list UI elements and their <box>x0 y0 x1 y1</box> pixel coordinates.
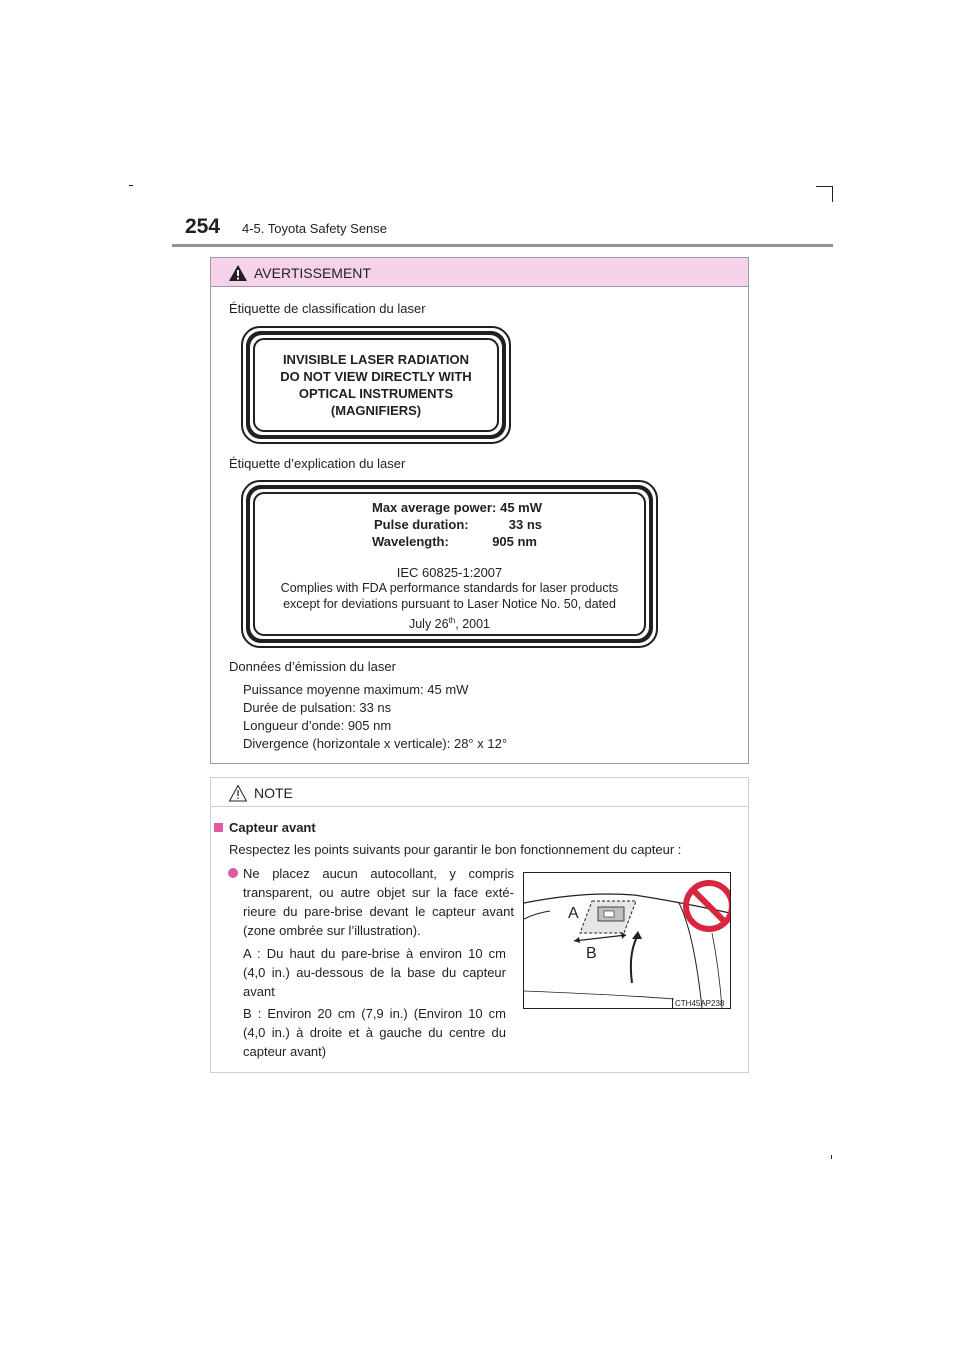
classification-line: DO NOT VIEW DIRECTLY WITH <box>280 369 472 384</box>
classification-line: INVISIBLE LASER RADIATION <box>282 352 470 367</box>
emission-item: Puissance moyenne maximum: 45 mW <box>243 682 469 697</box>
illus-code: CTH45AP238 <box>675 999 725 1008</box>
warning-header <box>211 258 748 287</box>
laser-classification-label <box>241 326 511 444</box>
illus-code-mark <box>672 998 673 1008</box>
compliance-date: July 26th, 2001 <box>408 616 491 632</box>
compliance-line: except for deviations pursuant to Laser Notice No. 50, dated <box>283 597 616 611</box>
note-item-a: A : Du haut du pare-brise à environ 10 cm (4,0 in.) au-dessous de la base du capteur avant <box>243 946 506 999</box>
note-header <box>211 778 748 807</box>
note-title: NOTE <box>254 785 293 801</box>
spec-name: Wavelength: <box>372 534 449 549</box>
spec-row <box>367 533 537 550</box>
section-title: 4-5. Toyota Safety Sense <box>242 221 388 236</box>
header-rule <box>172 244 833 247</box>
emission-item: Divergence (horizontale x verticale): 28° x 12° <box>243 736 508 751</box>
spec-name: Max average power: <box>372 500 497 515</box>
spec-row <box>372 516 542 533</box>
note-bullet: Ne placez aucun autocollant, y compris transparent, ou autre objet sur la face extérieure du pare-brise devant le capteur avant (zone ombrée sur l’illustration). <box>243 866 514 938</box>
warning-title: AVERTISSEMENT <box>254 265 371 281</box>
note-subheading: Capteur avant <box>229 820 316 835</box>
spec-value: 905 nm <box>492 534 537 549</box>
crop-mark <box>831 1155 832 1159</box>
emission-caption: Données d’émission du laser <box>229 659 396 674</box>
spec-name: Pulse duration: <box>374 517 469 532</box>
square-bullet-icon <box>214 823 223 832</box>
spec-row <box>372 499 542 516</box>
classification-line: (MAGNIFIERS) <box>330 403 422 418</box>
windshield-drawing <box>524 873 730 1008</box>
crop-mark <box>816 186 833 187</box>
explanation-caption: Étiquette d’explication du laser <box>229 456 406 471</box>
warning-triangle-icon <box>228 264 248 282</box>
emission-item: Durée de pulsation: 33 ns <box>243 700 392 715</box>
sensor-illustration <box>523 872 731 1009</box>
illus-label-a: A <box>568 905 579 922</box>
illus-label-b: B <box>586 945 597 962</box>
page-number: 254 <box>185 215 221 238</box>
compliance-line: Complies with FDA performance standards for laser products <box>280 581 619 595</box>
laser-explanation-label <box>241 480 658 648</box>
standard-line: IEC 60825-1:2007 <box>396 565 503 580</box>
note-intro: Respectez les points suivants pour garantir le bon fonctionnement du capteur : <box>229 842 682 857</box>
spec-value: 33 ns <box>508 517 542 532</box>
classification-caption: Étiquette de classification du laser <box>229 301 426 316</box>
emission-item: Longueur d’onde: 905 nm <box>243 718 392 733</box>
crop-mark <box>832 186 833 202</box>
spec-value: 45 mW <box>500 500 542 515</box>
classification-line: OPTICAL INSTRUMENTS <box>298 386 454 401</box>
round-bullet-icon <box>228 868 238 878</box>
crop-mark <box>129 185 133 186</box>
note-item-b: B : Environ 20 cm (7,9 in.) (Environ 10 cm (4,0 in.) à droite et à gauche du centre du capteur avant) <box>243 1006 506 1059</box>
caution-triangle-icon <box>228 784 248 802</box>
